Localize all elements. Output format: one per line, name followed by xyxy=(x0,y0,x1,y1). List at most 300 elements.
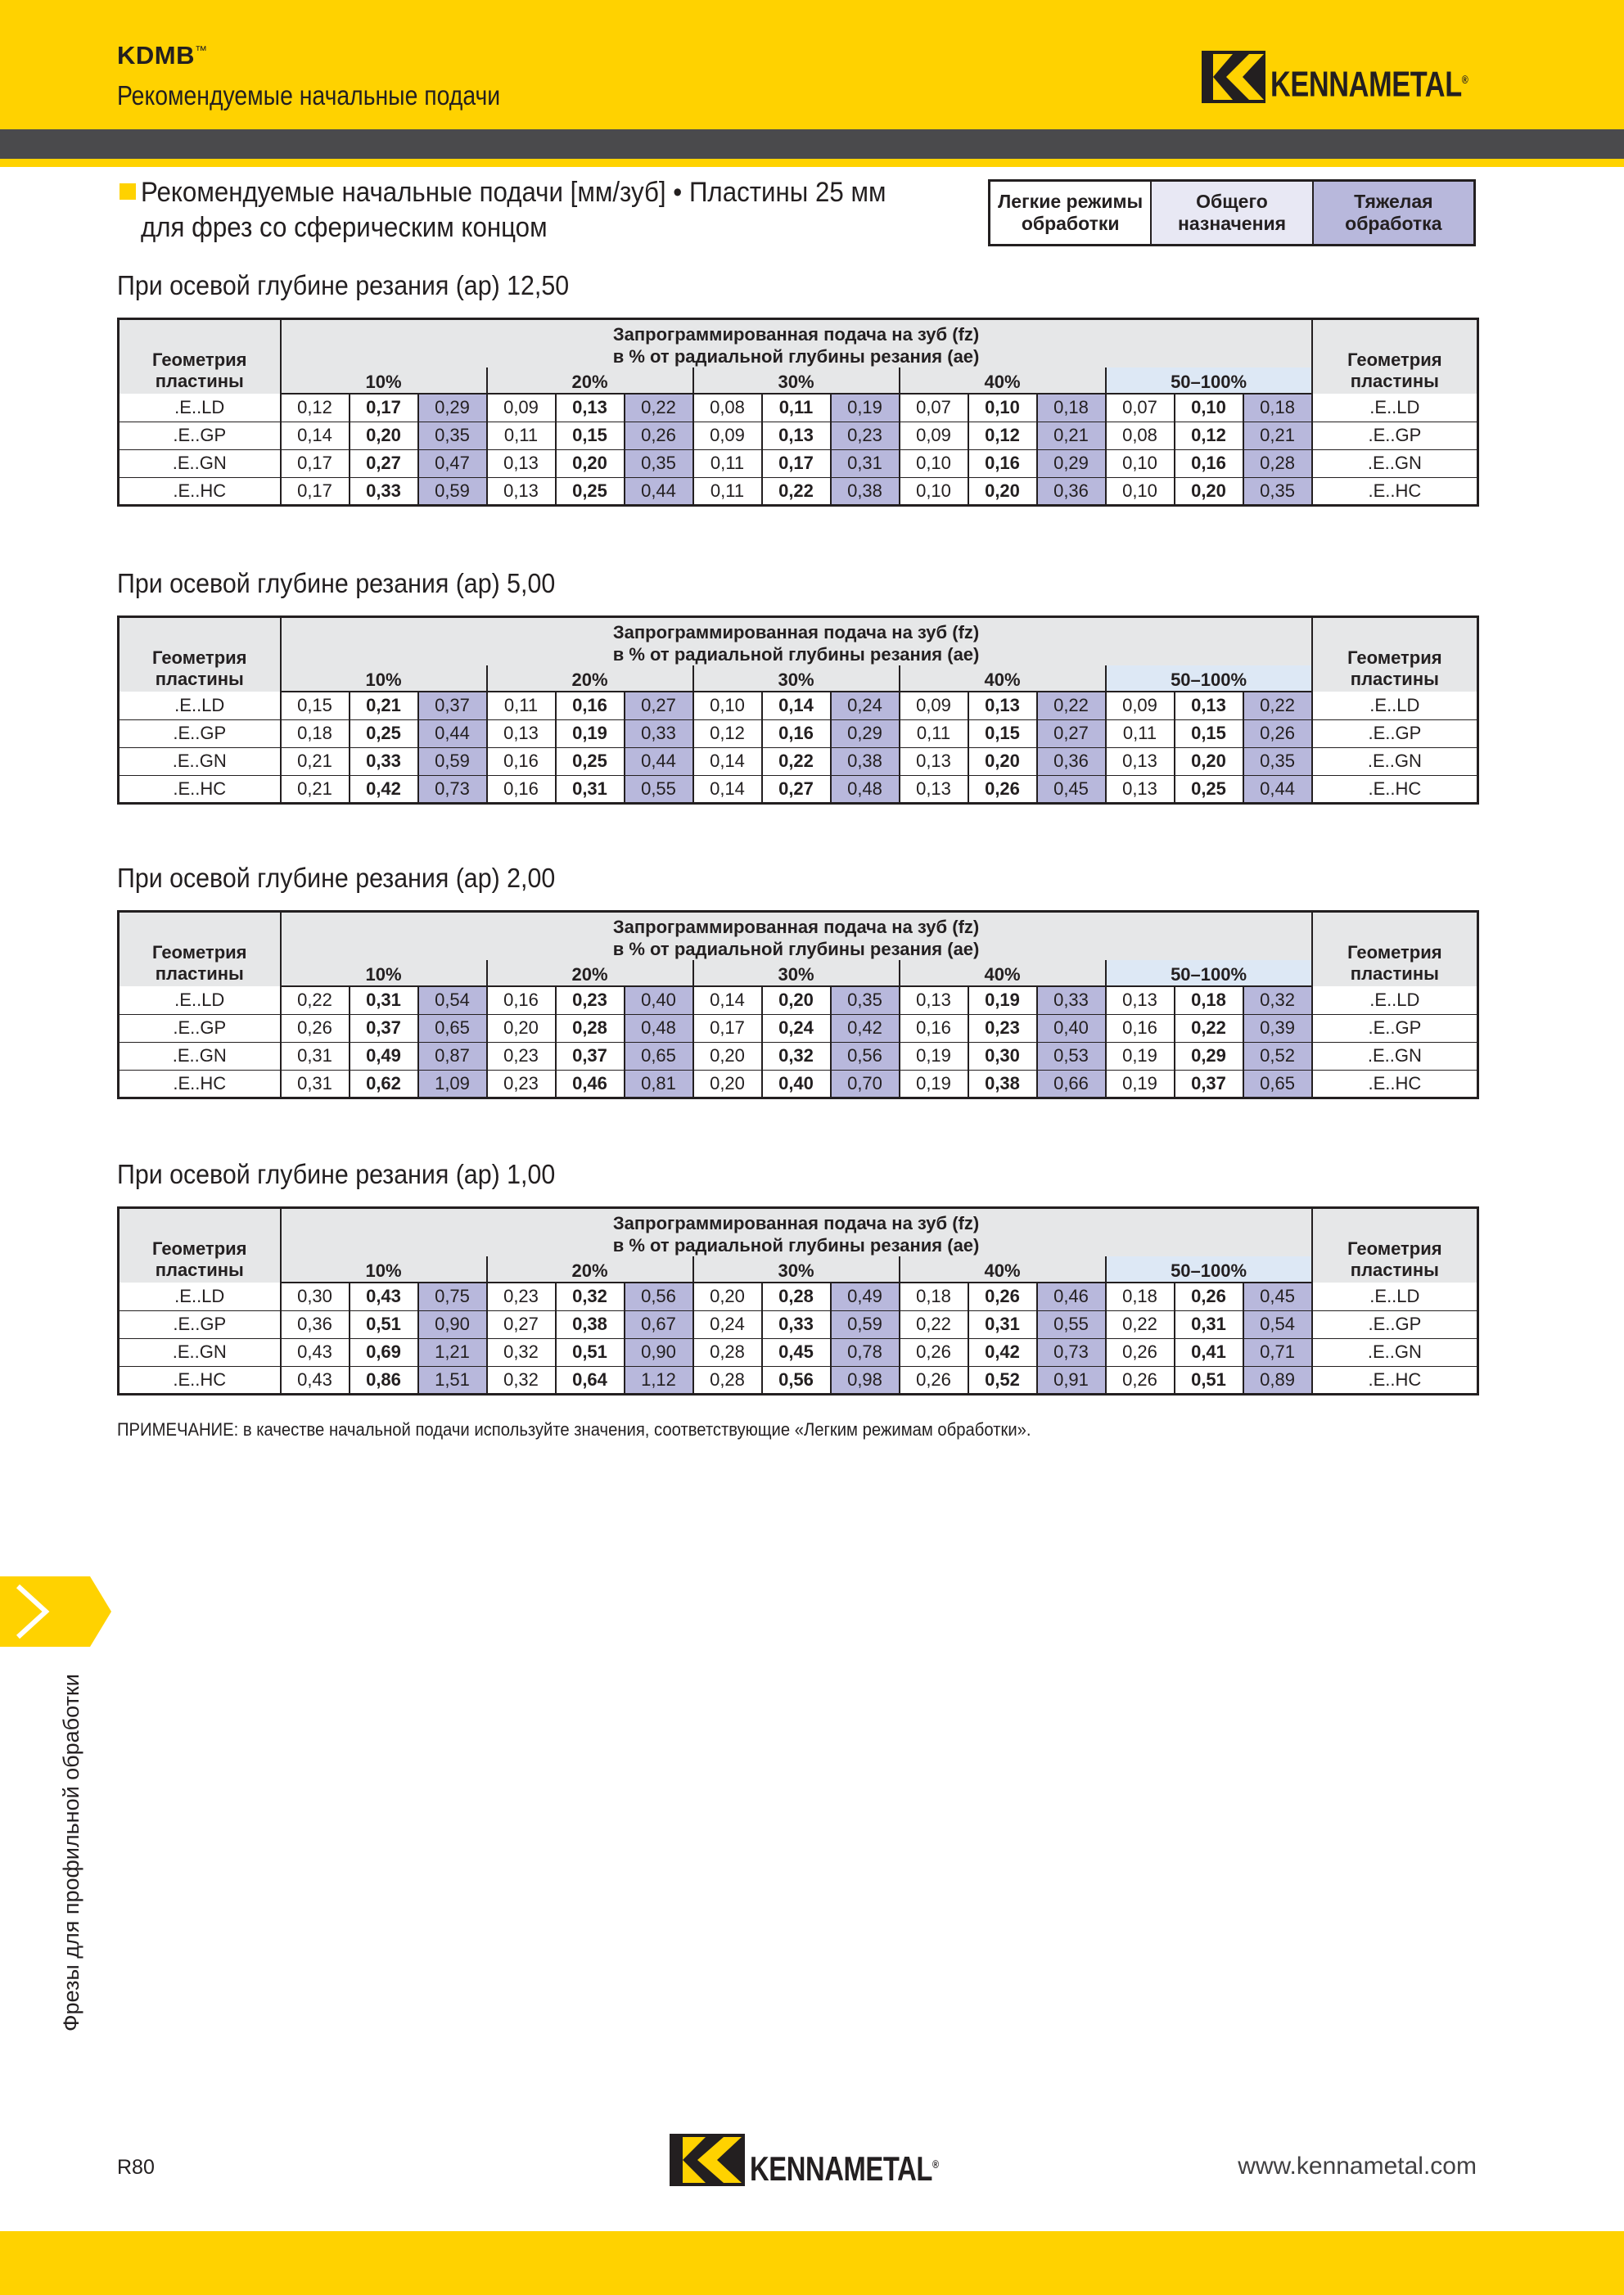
feed-value: 0,28 xyxy=(693,1366,762,1394)
feed-value: 0,13 xyxy=(900,775,968,803)
feed-value: 0,31 xyxy=(281,1042,350,1070)
header-subtitle: Рекомендуемые начальные подачи xyxy=(117,80,501,110)
feed-value: 0,17 xyxy=(281,449,350,477)
feed-value: 0,12 xyxy=(281,394,350,422)
pct-header: 20% xyxy=(487,367,693,394)
geometry-cell: .E..GN xyxy=(119,747,281,775)
feed-value: 0,51 xyxy=(1175,1366,1243,1394)
feed-value: 0,31 xyxy=(968,1310,1037,1338)
feed-value: 0,86 xyxy=(350,1366,418,1394)
table-row xyxy=(119,394,1478,422)
feed-value: 0,10 xyxy=(968,394,1037,422)
table-row xyxy=(119,747,1478,775)
feed-value: 0,22 xyxy=(1175,1014,1243,1042)
feed-value: 0,14 xyxy=(693,747,762,775)
feed-value: 0,66 xyxy=(1037,1070,1106,1098)
feed-value: 0,16 xyxy=(1175,449,1243,477)
feed-value: 0,42 xyxy=(350,775,418,803)
feed-value: 0,98 xyxy=(831,1366,900,1394)
feed-value: 0,27 xyxy=(350,449,418,477)
feed-value: 0,65 xyxy=(418,1014,487,1042)
feed-value: 0,40 xyxy=(762,1070,831,1098)
feed-value: 0,30 xyxy=(968,1042,1037,1070)
machining-legend xyxy=(988,179,1476,246)
feed-value: 0,87 xyxy=(418,1042,487,1070)
feed-value: 0,10 xyxy=(693,692,762,719)
feed-value: 0,21 xyxy=(281,775,350,803)
feed-value: 0,26 xyxy=(968,775,1037,803)
feed-value: 0,09 xyxy=(1106,692,1175,719)
feed-value: 0,36 xyxy=(1037,747,1106,775)
feed-value: 0,35 xyxy=(831,986,900,1014)
feed-value: 0,62 xyxy=(350,1070,418,1098)
feed-value: 0,22 xyxy=(762,747,831,775)
feed-value: 0,53 xyxy=(1037,1042,1106,1070)
feed-value: 0,26 xyxy=(1106,1366,1175,1394)
pct-header: 10% xyxy=(281,665,487,692)
feed-value: 0,43 xyxy=(350,1283,418,1310)
feed-value: 0,23 xyxy=(487,1283,556,1310)
feed-value: 0,27 xyxy=(1037,719,1106,747)
pct-header: 20% xyxy=(487,665,693,692)
feed-value: 0,31 xyxy=(831,449,900,477)
geometry-header: Геометрия пластины xyxy=(119,319,281,395)
feed-value: 0,19 xyxy=(556,719,625,747)
feed-value: 0,15 xyxy=(1175,719,1243,747)
table-row xyxy=(119,1366,1478,1394)
feed-value: 0,90 xyxy=(625,1338,693,1366)
feed-header: Запрограммированная подача на зуб (fz) в % от радиальной глубины резания (ae) xyxy=(281,617,1312,666)
feed-value: 0,40 xyxy=(1037,1014,1106,1042)
feed-value: 0,13 xyxy=(487,719,556,747)
feed-value: 0,11 xyxy=(487,692,556,719)
feed-value: 0,13 xyxy=(1106,747,1175,775)
table-row xyxy=(119,1042,1478,1070)
feed-value: 0,17 xyxy=(281,477,350,505)
pct-header: 40% xyxy=(900,665,1106,692)
feed-value: 0,91 xyxy=(1037,1366,1106,1394)
feed-value: 0,33 xyxy=(762,1310,831,1338)
feed-value: 0,29 xyxy=(1037,449,1106,477)
geometry-cell: .E..GP xyxy=(119,422,281,449)
feed-value: 0,11 xyxy=(1106,719,1175,747)
geometry-cell-right: .E..GN xyxy=(1312,747,1478,775)
feed-value: 0,11 xyxy=(762,394,831,422)
section-title: При осевой глубине резания (ap) 2,00 xyxy=(117,863,556,893)
pct-header: 30% xyxy=(693,960,900,986)
geometry-cell-right: .E..GP xyxy=(1312,719,1478,747)
feed-value: 0,48 xyxy=(831,775,900,803)
feed-value: 0,71 xyxy=(1243,1338,1312,1366)
feed-value: 0,45 xyxy=(1037,775,1106,803)
header-thin-stripe xyxy=(0,159,1624,167)
feed-value: 0,32 xyxy=(487,1338,556,1366)
feed-value: 0,26 xyxy=(625,422,693,449)
feed-value: 0,22 xyxy=(1037,692,1106,719)
feed-value: 0,26 xyxy=(1243,719,1312,747)
feed-value: 0,27 xyxy=(762,775,831,803)
feed-value: 0,31 xyxy=(1175,1310,1243,1338)
feed-value: 0,41 xyxy=(1175,1338,1243,1366)
feed-value: 0,46 xyxy=(556,1070,625,1098)
feed-value: 0,25 xyxy=(1175,775,1243,803)
pct-header: 50–100% xyxy=(1106,1256,1312,1283)
feed-value: 0,22 xyxy=(625,394,693,422)
feed-value: 0,18 xyxy=(1037,394,1106,422)
feed-value: 0,22 xyxy=(281,986,350,1014)
geometry-cell-right: .E..GP xyxy=(1312,422,1478,449)
feed-table xyxy=(117,615,1479,805)
feed-value: 0,33 xyxy=(350,747,418,775)
feed-value: 0,16 xyxy=(487,986,556,1014)
header-stripe xyxy=(0,129,1624,159)
pct-header: 10% xyxy=(281,1256,487,1283)
feed-value: 0,35 xyxy=(625,449,693,477)
feed-value: 0,21 xyxy=(1243,422,1312,449)
feed-value: 0,09 xyxy=(900,692,968,719)
feed-value: 0,70 xyxy=(831,1070,900,1098)
feed-value: 0,15 xyxy=(968,719,1037,747)
table-row xyxy=(119,1283,1478,1310)
feed-value: 0,19 xyxy=(831,394,900,422)
feed-value: 0,69 xyxy=(350,1338,418,1366)
feed-value: 0,10 xyxy=(900,477,968,505)
feed-value: 0,73 xyxy=(1037,1338,1106,1366)
feed-value: 0,13 xyxy=(900,986,968,1014)
feed-value: 0,38 xyxy=(968,1070,1037,1098)
feed-value: 0,37 xyxy=(556,1042,625,1070)
pct-header: 20% xyxy=(487,960,693,986)
footer-band xyxy=(0,2231,1624,2295)
feed-value: 1,12 xyxy=(625,1366,693,1394)
feed-value: 0,13 xyxy=(968,692,1037,719)
table-row xyxy=(119,449,1478,477)
pct-header: 50–100% xyxy=(1106,367,1312,394)
kennametal-k-icon xyxy=(1202,51,1265,103)
pct-header: 40% xyxy=(900,960,1106,986)
geometry-cell: .E..HC xyxy=(119,1070,281,1098)
geometry-cell: .E..HC xyxy=(119,1366,281,1394)
feed-value: 0,18 xyxy=(281,719,350,747)
feed-value: 0,13 xyxy=(556,394,625,422)
feed-value: 0,37 xyxy=(418,692,487,719)
feed-value: 0,15 xyxy=(556,422,625,449)
feed-value: 0,43 xyxy=(281,1366,350,1394)
feed-value: 0,14 xyxy=(281,422,350,449)
feed-value: 0,65 xyxy=(625,1042,693,1070)
feed-value: 0,38 xyxy=(831,747,900,775)
feed-value: 0,10 xyxy=(1106,449,1175,477)
geometry-cell-right: .E..HC xyxy=(1312,775,1478,803)
feed-value: 0,22 xyxy=(1106,1310,1175,1338)
feed-value: 0,22 xyxy=(1243,692,1312,719)
feed-value: 0,16 xyxy=(762,719,831,747)
feed-value: 0,38 xyxy=(556,1310,625,1338)
pct-header: 50–100% xyxy=(1106,665,1312,692)
feed-value: 0,46 xyxy=(1037,1283,1106,1310)
feed-value: 0,33 xyxy=(1037,986,1106,1014)
geometry-cell: .E..LD xyxy=(119,1283,281,1310)
feed-value: 0,20 xyxy=(762,986,831,1014)
feed-value: 0,32 xyxy=(487,1366,556,1394)
feed-value: 0,13 xyxy=(487,477,556,505)
section-title: При осевой глубине резания (ap) 5,00 xyxy=(117,568,556,598)
feed-value: 0,12 xyxy=(968,422,1037,449)
feed-value: 0,23 xyxy=(487,1070,556,1098)
geometry-cell: .E..GP xyxy=(119,1014,281,1042)
feed-value: 0,26 xyxy=(900,1338,968,1366)
feed-value: 0,45 xyxy=(1243,1283,1312,1310)
feed-value: 0,19 xyxy=(968,986,1037,1014)
feed-value: 0,18 xyxy=(1175,986,1243,1014)
feed-value: 0,17 xyxy=(350,394,418,422)
geometry-cell-right: .E..GP xyxy=(1312,1014,1478,1042)
geometry-cell: .E..LD xyxy=(119,692,281,719)
feed-value: 0,38 xyxy=(831,477,900,505)
feed-header: Запрограммированная подача на зуб (fz) в % от радиальной глубины резания (ae) xyxy=(281,1208,1312,1257)
feed-value: 0,12 xyxy=(693,719,762,747)
feed-value: 0,29 xyxy=(1175,1042,1243,1070)
feed-value: 0,21 xyxy=(350,692,418,719)
pct-header: 20% xyxy=(487,1256,693,1283)
feed-value: 0,13 xyxy=(762,422,831,449)
pct-header: 10% xyxy=(281,367,487,394)
table-row xyxy=(119,477,1478,505)
feed-value: 0,59 xyxy=(418,747,487,775)
feed-value: 0,18 xyxy=(1243,394,1312,422)
feed-value: 0,13 xyxy=(1106,775,1175,803)
feed-value: 0,27 xyxy=(487,1310,556,1338)
feed-value: 0,45 xyxy=(762,1338,831,1366)
feed-value: 0,30 xyxy=(281,1283,350,1310)
feed-value: 0,16 xyxy=(900,1014,968,1042)
feed-value: 0,20 xyxy=(693,1042,762,1070)
feed-header: Запрограммированная подача на зуб (fz) в % от радиальной глубины резания (ae) xyxy=(281,319,1312,368)
feed-value: 0,73 xyxy=(418,775,487,803)
feed-value: 0,78 xyxy=(831,1338,900,1366)
geometry-header-right: Геометрия пластины xyxy=(1312,912,1478,987)
feed-value: 0,10 xyxy=(1175,394,1243,422)
feed-value: 0,36 xyxy=(281,1310,350,1338)
geometry-cell-right: .E..GN xyxy=(1312,1338,1478,1366)
feed-value: 0,56 xyxy=(625,1283,693,1310)
legend-heavy: Тяжелая обработка xyxy=(1312,182,1473,244)
page-title: Рекомендуемые начальные подачи [мм/зуб] • Пластины 25 мм для фрез со сферическим концом xyxy=(141,177,886,243)
feed-value: 0,47 xyxy=(418,449,487,477)
geometry-header: Геометрия пластины xyxy=(119,617,281,692)
geometry-cell-right: .E..GP xyxy=(1312,1310,1478,1338)
feed-value: 0,18 xyxy=(1106,1283,1175,1310)
feed-value: 0,16 xyxy=(487,747,556,775)
feed-value: 0,13 xyxy=(1175,692,1243,719)
feed-value: 0,49 xyxy=(831,1283,900,1310)
feed-value: 0,10 xyxy=(1106,477,1175,505)
geometry-cell: .E..GN xyxy=(119,1338,281,1366)
feed-value: 0,08 xyxy=(1106,422,1175,449)
feed-value: 0,21 xyxy=(1037,422,1106,449)
page-number: R80 xyxy=(117,2156,155,2179)
geometry-cell-right: .E..HC xyxy=(1312,1366,1478,1394)
feed-value: 0,25 xyxy=(350,719,418,747)
feed-value: 0,20 xyxy=(556,449,625,477)
feed-value: 0,24 xyxy=(762,1014,831,1042)
feed-value: 0,59 xyxy=(831,1310,900,1338)
pct-header: 30% xyxy=(693,1256,900,1283)
geometry-header: Геометрия пластины xyxy=(119,912,281,987)
pct-header: 30% xyxy=(693,367,900,394)
geometry-header: Геометрия пластины xyxy=(119,1208,281,1283)
feed-value: 0,12 xyxy=(1175,422,1243,449)
feed-value: 0,17 xyxy=(762,449,831,477)
feed-value: 0,44 xyxy=(1243,775,1312,803)
feed-value: 0,29 xyxy=(831,719,900,747)
geometry-cell-right: .E..LD xyxy=(1312,986,1478,1014)
geometry-cell-right: .E..LD xyxy=(1312,692,1478,719)
geometry-cell: .E..GN xyxy=(119,449,281,477)
feed-value: 0,21 xyxy=(281,747,350,775)
feed-value: 0,20 xyxy=(693,1070,762,1098)
feed-value: 0,33 xyxy=(625,719,693,747)
footer-logo xyxy=(670,2134,992,2186)
feed-value: 0,90 xyxy=(418,1310,487,1338)
section-title: При осевой глубине резания (ap) 1,00 xyxy=(117,1159,556,1189)
feed-value: 0,17 xyxy=(693,1014,762,1042)
side-tab-arrow-icon xyxy=(0,1576,111,1647)
feed-value: 0,11 xyxy=(487,422,556,449)
feed-value: 0,24 xyxy=(693,1310,762,1338)
pct-header: 40% xyxy=(900,1256,1106,1283)
table-row xyxy=(119,692,1478,719)
feed-value: 0,11 xyxy=(693,477,762,505)
feed-value: 0,13 xyxy=(487,449,556,477)
legend-light: Легкие режимы обработки xyxy=(990,182,1150,244)
feed-value: 0,52 xyxy=(1243,1042,1312,1070)
feed-value: 0,31 xyxy=(556,775,625,803)
feed-value: 0,20 xyxy=(1175,477,1243,505)
geometry-cell: .E..HC xyxy=(119,775,281,803)
feed-value: 0,19 xyxy=(1106,1070,1175,1098)
feed-value: 0,28 xyxy=(556,1014,625,1042)
feed-table xyxy=(117,318,1479,507)
feed-value: 0,89 xyxy=(1243,1366,1312,1394)
feed-value: 0,27 xyxy=(625,692,693,719)
feed-value: 0,40 xyxy=(625,986,693,1014)
geometry-cell: .E..GP xyxy=(119,719,281,747)
feed-value: 0,07 xyxy=(1106,394,1175,422)
feed-value: 0,23 xyxy=(556,986,625,1014)
feed-value: 0,33 xyxy=(350,477,418,505)
feed-value: 0,65 xyxy=(1243,1070,1312,1098)
feed-value: 0,56 xyxy=(831,1042,900,1070)
pct-header: 10% xyxy=(281,960,487,986)
feed-value: 0,44 xyxy=(418,719,487,747)
table-row xyxy=(119,1014,1478,1042)
feed-value: 0,36 xyxy=(1037,477,1106,505)
feed-value: 0,16 xyxy=(556,692,625,719)
geometry-cell: .E..GN xyxy=(119,1042,281,1070)
table-row xyxy=(119,775,1478,803)
feed-value: 0,28 xyxy=(1243,449,1312,477)
feed-header: Запрограммированная подача на зуб (fz) в % от радиальной глубины резания (ae) xyxy=(281,912,1312,961)
feed-value: 0,28 xyxy=(762,1283,831,1310)
feed-value: 0,25 xyxy=(556,477,625,505)
feed-value: 0,54 xyxy=(1243,1310,1312,1338)
feed-value: 0,59 xyxy=(418,477,487,505)
geometry-cell: .E..GP xyxy=(119,1310,281,1338)
feed-value: 0,19 xyxy=(900,1042,968,1070)
feed-value: 0,13 xyxy=(900,747,968,775)
feed-value: 0,09 xyxy=(693,422,762,449)
feed-value: 0,20 xyxy=(693,1283,762,1310)
table-row xyxy=(119,1070,1478,1098)
geometry-cell-right: .E..HC xyxy=(1312,1070,1478,1098)
feed-value: 0,51 xyxy=(350,1310,418,1338)
feed-value: 0,13 xyxy=(1106,986,1175,1014)
feed-value: 0,55 xyxy=(625,775,693,803)
product-code: KDMB™ xyxy=(117,41,208,70)
feed-value: 0,14 xyxy=(693,986,762,1014)
feed-value: 1,51 xyxy=(418,1366,487,1394)
feed-value: 0,20 xyxy=(350,422,418,449)
feed-value: 0,22 xyxy=(762,477,831,505)
feed-value: 0,51 xyxy=(556,1338,625,1366)
feed-value: 0,35 xyxy=(1243,747,1312,775)
feed-value: 0,20 xyxy=(968,747,1037,775)
footer-k-icon xyxy=(670,2134,745,2186)
feed-value: 0,48 xyxy=(625,1014,693,1042)
feed-value: 0,37 xyxy=(350,1014,418,1042)
feed-value: 0,07 xyxy=(900,394,968,422)
side-section-label: Фрезы для профильной обработки xyxy=(59,1674,83,2031)
feed-value: 0,18 xyxy=(900,1283,968,1310)
geometry-cell-right: .E..HC xyxy=(1312,477,1478,505)
geometry-header-right: Геометрия пластины xyxy=(1312,617,1478,692)
pct-header: 40% xyxy=(900,367,1106,394)
table-row xyxy=(119,422,1478,449)
pct-header: 50–100% xyxy=(1106,960,1312,986)
title-bullet xyxy=(120,183,136,200)
feed-value: 0,20 xyxy=(968,477,1037,505)
feed-value: 0,15 xyxy=(281,692,350,719)
footnote: ПРИМЕЧАНИЕ: в качестве начальной подачи используйте значения, соответствующие «Легким режимам обработки». xyxy=(117,1419,1031,1440)
feed-table xyxy=(117,1206,1479,1395)
feed-value: 0,26 xyxy=(281,1014,350,1042)
geometry-cell: .E..LD xyxy=(119,394,281,422)
legend-general: Общего назначения xyxy=(1150,182,1311,244)
feed-value: 1,09 xyxy=(418,1070,487,1098)
feed-value: 0,14 xyxy=(693,775,762,803)
geometry-header-right: Геометрия пластины xyxy=(1312,1208,1478,1283)
feed-value: 0,23 xyxy=(831,422,900,449)
feed-value: 0,28 xyxy=(693,1338,762,1366)
feed-value: 0,32 xyxy=(556,1283,625,1310)
feed-value: 0,26 xyxy=(968,1283,1037,1310)
table-row xyxy=(119,986,1478,1014)
geometry-cell: .E..LD xyxy=(119,986,281,1014)
geometry-cell-right: .E..LD xyxy=(1312,1283,1478,1310)
feed-value: 0,42 xyxy=(831,1014,900,1042)
feed-value: 0,16 xyxy=(1106,1014,1175,1042)
feed-value: 0,75 xyxy=(418,1283,487,1310)
feed-value: 0,25 xyxy=(556,747,625,775)
website-link[interactable]: www.kennametal.com xyxy=(1238,2153,1477,2180)
feed-value: 0,64 xyxy=(556,1366,625,1394)
feed-value: 0,42 xyxy=(968,1338,1037,1366)
feed-value: 0,10 xyxy=(900,449,968,477)
feed-value: 0,55 xyxy=(1037,1310,1106,1338)
feed-table xyxy=(117,910,1479,1099)
feed-value: 0,44 xyxy=(625,477,693,505)
